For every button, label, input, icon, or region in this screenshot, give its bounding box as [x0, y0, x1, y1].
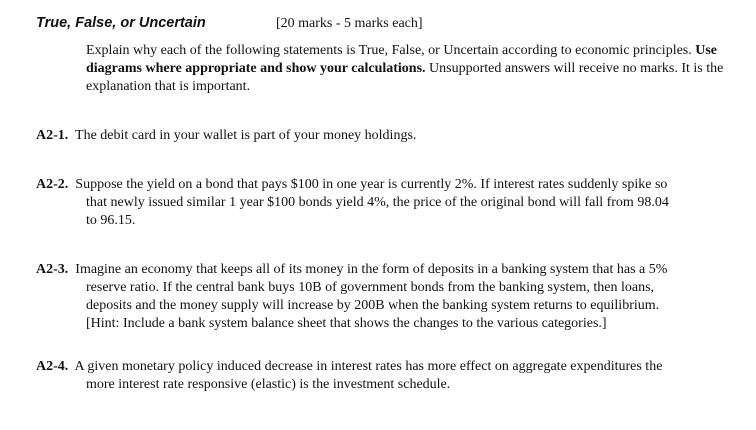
question-text-line: deposits and the money supply will increase by 200B when the banking system returns to equilibrium.	[86, 298, 660, 313]
marks-allocation: [20 marks - 5 marks each]	[276, 16, 423, 31]
question-text: Imagine an economy that keeps all of its money in the form of deposits in a banking system that has a 5%	[75, 262, 668, 277]
question-hint: [Hint: Include a bank system balance sheet that shows the changes to the various categories.]	[86, 316, 607, 331]
question-a2-3	[36, 261, 716, 333]
question-number: A2-2.	[36, 177, 69, 192]
question-text-line: to 96.15.	[86, 213, 136, 228]
question-number: A2-3.	[36, 262, 69, 277]
question-text-line: that newly issued similar 1 year $100 bonds yield 4%, the price of the original bond will fall from 98.04	[86, 195, 669, 210]
instructions-emphasis: Use diagrams where appropriate and show your calculations.	[86, 43, 718, 76]
section-header	[36, 15, 736, 37]
instructions-paragraph	[86, 42, 726, 96]
section-title: True, False, or Uncertain	[36, 15, 206, 31]
question-text-line: reserve ratio. If the central bank buys 10B of government bonds from the banking system, then loans,	[86, 280, 655, 295]
instructions-text-end: Unsupported answers will receive no marks. It is the explanation that is important.	[86, 61, 724, 94]
instructions-text: Explain why each of the following statements is True, False, or Uncertain according to economic principles.	[86, 43, 696, 58]
question-text: The debit card in your wallet is part of your money holdings.	[75, 128, 417, 143]
question-text-line: more interest rate responsive (elastic) is the investment schedule.	[86, 377, 451, 392]
question-number: A2-4.	[36, 359, 69, 374]
question-a2-2	[36, 176, 716, 230]
question-text: A given monetary policy induced decrease in interest rates has more effect on aggregate expenditures the	[74, 359, 663, 374]
question-text: Suppose the yield on a bond that pays $100 in one year is currently 2%. If interest rates suddenly spike so	[75, 177, 668, 192]
question-a2-1	[36, 127, 716, 145]
question-number: A2-1.	[36, 128, 69, 143]
question-a2-4	[36, 358, 716, 394]
